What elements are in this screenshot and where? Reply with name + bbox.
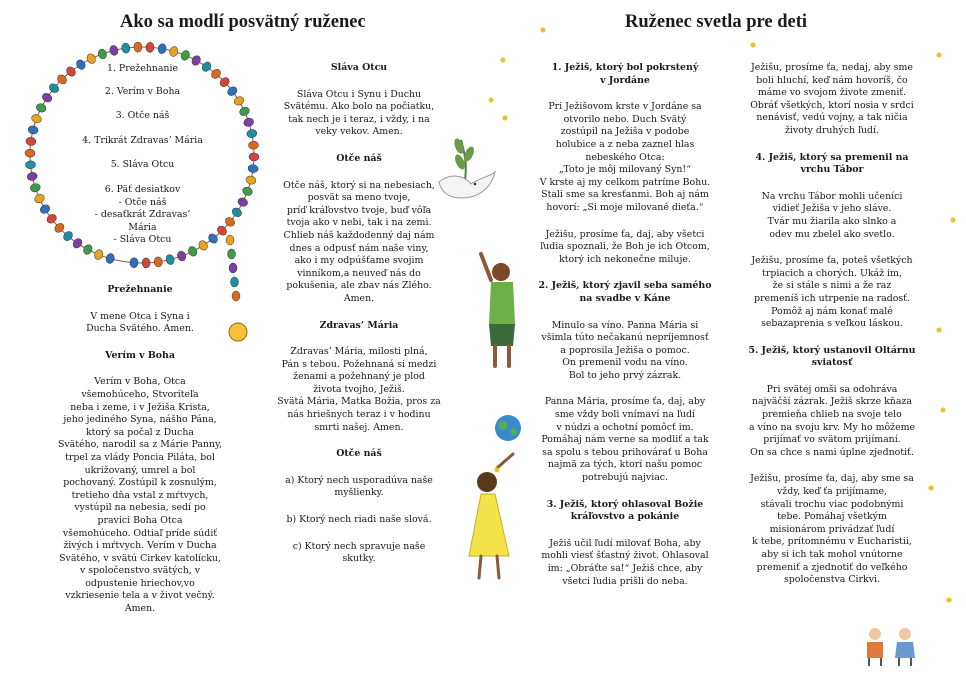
rosary-bead: [39, 203, 52, 215]
section-text: Ježiš učil ľudí milovať Boha, aby mohli viesť šťastný život. Ohlasoval im: „Obráťte sa!“ Ježiš chce, aby všetci ľudia prišli do neba.: [541, 537, 709, 587]
section-text: Verím v Boha, Otca všemohúceho, Stvoriteľa neba i zeme, i v Ježiša Krista, jeho jediného Syna, nášho Pána, ktorý sa počal z Ducha Svätého, narodil sa z Márie Panny, trpel za vlády Poncia Piláta, bol ukrižovaný, umrel a bol pochovaný. Zostúpil k zosnulým, tretieho dňa vstal z mŕtvych, vystúpil na nebesia, sedí po pravici Boha Otca všemohúceho. Odtiaľ príde súdiť živých i mŕtvych. Verím v Ducha Svätého, v svätú Cirkev katolícku, v spoločenstvo svätých, v odpustenie hriechov,vo vzkriesenie tela a v život večný. Amen.: [57, 376, 223, 615]
rosary-bead: [27, 125, 39, 135]
rosary-bead: [142, 258, 150, 268]
section-text: a) Ktorý nech usporadúva naše myšlienky.: [285, 474, 433, 499]
rosary-bead: [157, 43, 167, 54]
rosary-bead: [30, 113, 42, 124]
star-icon: [541, 28, 546, 33]
rosary-bead: [25, 149, 35, 157]
rosary-bead: [180, 49, 191, 61]
rosary-step: 6. Päť desiatkov - Otče náš - desaťkrát Zdravas’ Mária - Sláva Otcu: [94, 183, 191, 246]
rosary-bead: [121, 43, 130, 54]
section-heading: Verím v Boha: [105, 349, 175, 361]
section-text: Pri Ježišovom krste v Jordáne sa otvorilo nebo. Duch Svätý zostúpil na Ježiša v podobe holubice a z neba zaznel hlas nebeského Otca: „Toto je môj milovaný Syn!“ V krste aj my celkom patríme Bohu. Stali sme sa kresťanmi. Boh aj nám hovorí: „Si moje milované dieťa.“: [539, 101, 711, 213]
rosary-bead: [35, 102, 47, 114]
section-heading: 4. Ježiš, ktorý sa premenil na vrchu Tábor: [755, 151, 909, 176]
rosary-bead: [231, 206, 244, 218]
rosary-step: 2. Verím v Boha: [104, 85, 181, 97]
rosary-bead: [65, 65, 78, 78]
rosary-bead: [41, 92, 54, 104]
section-text: Pri svätej omši sa odohráva najväčší zázrak. Ježiš skrze kňaza premieňa chlieb na svoje telo a víno na svoju krv. My ho môžeme prijímať vo svätom prijímaní. On sa chce s nami úplne zjednotiť.: [748, 383, 916, 458]
section-heading: Otče náš: [336, 448, 382, 460]
section-text: Ježišu, prosíme ťa, poteš všetkých trpiacich a chorých. Ukáž im, že si stále s nimi a že raz premeníš ich utrpenie na radosť. Pomôž aj nám konať malé sebazaprenia s veľkou láskou.: [751, 255, 913, 330]
rosary-bead: [154, 256, 163, 267]
star-icon: [929, 486, 934, 491]
rosary-bead: [228, 249, 236, 259]
left-column-1: [40, 284, 240, 630]
rosary-bead: [237, 196, 249, 208]
star-icon: [947, 598, 952, 603]
section-text: Otče náš, ktorý si na nebesiach, posvät sa meno tvoje, príď kráľovstvo tvoje, buď vôľa tvoja ako v nebi, tak i na zemi. Chlieb náš každodenný daj nám dnes a odpusť nám naše viny, ako i my odpúšťame svojim vinníkom,a neuveď nás do pokušenia, ale zbav nás Zlého. Amen.: [283, 179, 435, 304]
rosary-bead: [25, 160, 36, 169]
section-text: Minulo sa víno. Panna Mária si všimla túto nečakanú nepríjemnosť a poprosila Ježiša o pomoc. On premenil vodu na víno. Bol to jeho prvý zázrak.: [541, 319, 709, 381]
rosary-bead: [45, 213, 58, 225]
rosary-bead: [233, 95, 246, 107]
rosary-bead: [226, 85, 239, 97]
section-text: Zdravas’ Mária, milosti plná, Pán s tebou. Požehnaná si medzi ženami a požehnaný je plod života tvojho, Ježiš. Svätá Mária, Matka Božia, pros za nás hriešnych teraz i v hodinu smrti našej. Amen.: [277, 346, 441, 433]
star-icon: [751, 43, 756, 48]
star-icon: [937, 328, 942, 333]
star-icon: [951, 218, 956, 223]
section-text: Ježišu, prosíme ťa, daj, aby sme sa vždy, keď ťa prijímame, stávali trochu viac podobnými tebe. Pomáhaj všetkým misionárom privádzať ľudí k tebe, prítomnému v Eucharistii, aby si ich tak mohol vnútorne premeniť a zjednotiť do veľkého spoločenstva Cirkvi.: [750, 473, 914, 586]
rosary-bead: [165, 254, 175, 266]
star-icon: [941, 408, 946, 413]
section-heading: Sláva Otcu: [330, 62, 388, 73]
rosary-bead: [109, 45, 119, 57]
rosary-bead: [229, 263, 237, 273]
section-text: V mene Otca i Syna i Ducha Svätého. Amen.: [86, 310, 194, 335]
rosary-bead: [246, 129, 257, 139]
rosary-bead: [248, 164, 259, 173]
rosary-step: 1. Prežehnanie: [107, 63, 178, 74]
section-text: Na vrchu Tábor mohli učeníci vidieť Ježiša v jeho sláve. Tvár mu žiarila ako slnko a odev mu zbelel ako svetlo.: [761, 190, 903, 240]
star-icon: [503, 116, 508, 121]
section-heading: 5. Ježiš, ktorý ustanovil Oltárnu sviatosť: [748, 344, 916, 369]
rosary-bead: [169, 46, 180, 58]
rosary-step: 5. Sláva Otcu: [110, 159, 175, 171]
section-heading: 2. Ježiš, ktorý zjavil seba samého na svadbe v Káne: [538, 280, 712, 304]
rosary-step: 3. Otče náš: [115, 110, 170, 122]
star-icon: [501, 58, 506, 63]
rosary-bead: [27, 171, 38, 181]
rosary-steps-list: [80, 63, 205, 247]
section-heading: Zdravas’ Mária: [319, 319, 399, 331]
rosary-bead: [93, 248, 104, 260]
rosary-bead: [241, 186, 253, 197]
rosary-bead: [105, 253, 116, 265]
section-heading: Otče náš: [336, 152, 382, 164]
right-page: [483, 0, 966, 683]
rosary-bead: [130, 257, 139, 268]
rosary-bead: [248, 141, 259, 150]
left-column-2: [264, 62, 454, 580]
section-text: Panna Mária, prosíme ťa, daj, aby sme vždy boli vnímaví na ľudí v núdzi a ochotní pomôcť im. Pomáhaj nám verne sa modliť a tak sa spolu s tebou prihovárať u Boha najmä za tých, ktorí našu pomoc potrebujú najviac.: [541, 396, 709, 484]
rosary-bead: [25, 137, 36, 146]
rosary-bead: [29, 182, 41, 193]
section-text: b) Ktorý nech riadi naše slová.: [286, 514, 432, 526]
rosary-bead: [249, 153, 259, 161]
decorative-stars: [483, 0, 966, 683]
section-heading: 3. Ježiš, ktorý ohlasoval Božie kráľovstvo a pokánie: [546, 498, 704, 523]
section-text: Ježišu, prosíme ťa, nedaj, aby sme boli hluchí, keď nám hovoríš, čo máme vo svojom živote zmeniť. Obráť všetkých, ktorí nosia v srdci nenávisť, vedú vojny, a tak ničia životy druhých ľudí.: [750, 62, 914, 136]
star-icon: [495, 468, 500, 473]
rosary-bead: [207, 232, 220, 245]
rosary-bead: [243, 117, 255, 128]
section-heading: 1. Ježiš, ktorý bol pokrstený v Jordáne: [551, 62, 699, 86]
rosary-bead: [97, 48, 108, 60]
rosary-bead: [146, 42, 155, 53]
rosary-bead: [33, 193, 45, 204]
rosary-bead: [226, 235, 234, 245]
section-heading: Prežehnanie: [107, 284, 173, 295]
section-text: Sláva Otcu i Synu i Duchu Svätému. Ako bolo na počiatku, tak nech je i teraz, i vždy, i na veky vekov. Amen.: [283, 88, 435, 138]
right-page-title: Ruženec svetla pre deti: [625, 12, 808, 32]
rosary-bead: [134, 42, 142, 52]
rosary-bead: [245, 175, 257, 185]
rosary-step: 4. Trikrát Zdravas’ Mária: [82, 134, 203, 146]
star-icon: [489, 98, 494, 103]
section-text: c) Ktorý nech spravuje naše skutky.: [292, 540, 426, 565]
rosary-bead: [238, 106, 250, 117]
left-page-title: Ako sa modlí posvätný ruženec: [120, 12, 366, 32]
section-text: Ježišu, prosíme ťa, daj, aby všetci ľudia spoznali, že Boh je ich Otcom, ktorý ich nekonečne miluje.: [540, 228, 710, 265]
star-icon: [937, 53, 942, 58]
rosary-bead: [176, 250, 187, 262]
